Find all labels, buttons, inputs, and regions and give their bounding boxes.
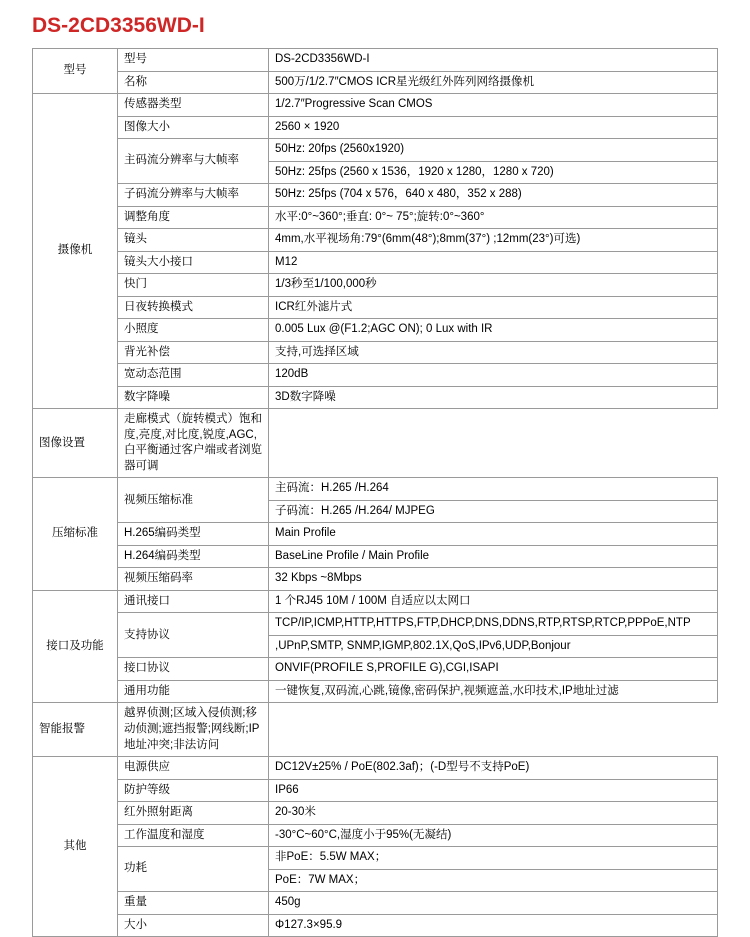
table-row — [33, 892, 718, 915]
row-value: TCP/IP,ICMP,HTTP,HTTPS,FTP,DHCP,DNS,DDNS,RTP,RTSP,RTCP,PPPoE,NTP — [269, 613, 718, 636]
row-key-label: 通讯接口 — [118, 590, 269, 613]
row-key-label: 视频压缩标准 — [118, 478, 269, 523]
table-row — [33, 94, 718, 117]
table-row — [33, 779, 718, 802]
row-key-label: 主码流分辨率与大帧率 — [118, 139, 269, 184]
row-value: 1/2.7″Progressive Scan CMOS — [269, 94, 718, 117]
row-value: 1/3秒至1/100,000秒 — [269, 274, 718, 297]
page-title: DS-2CD3356WD-I — [32, 14, 205, 37]
table-row — [33, 206, 718, 229]
row-key-label: 支持协议 — [118, 613, 269, 658]
row-value: M12 — [269, 251, 718, 274]
row-key-label: 防护等级 — [118, 779, 269, 802]
row-key-label: 红外照射距离 — [118, 802, 269, 825]
row-key-label: H.264编码类型 — [118, 545, 269, 568]
row-value: 4mm,水平视场角:79°(6mm(48°);8mm(37°) ;12mm(23°)可选) — [269, 229, 718, 252]
row-value: 越界侦测;区域入侵侦测;移动侦测;遮挡报警;网线断;IP地址冲突;非法访问 — [118, 703, 269, 757]
row-value: 支持,可选择区域 — [269, 341, 718, 364]
row-key-label: 电源供应 — [118, 757, 269, 780]
row-value: ICR红外滤片式 — [269, 296, 718, 319]
row-key-label: 背光补偿 — [118, 341, 269, 364]
row-key-label: 名称 — [118, 71, 269, 94]
table-row — [33, 914, 718, 937]
row-value: IP66 — [269, 779, 718, 802]
row-value: BaseLine Profile / Main Profile — [269, 545, 718, 568]
row-value: 3D数字降噪 — [269, 386, 718, 409]
row-value: 1 个RJ45 10M / 100M 自适应以太网口 — [269, 590, 718, 613]
table-row — [33, 251, 718, 274]
table-row — [33, 658, 718, 681]
table-row — [33, 824, 718, 847]
row-group-label: 摄像机 — [33, 94, 118, 409]
row-key-label: 数字降噪 — [118, 386, 269, 409]
table-row — [33, 568, 718, 591]
row-value: 500万/1/2.7″CMOS ICR星光级红外阵列网络摄像机 — [269, 71, 718, 94]
row-key-label: 重量 — [118, 892, 269, 915]
table-row — [33, 802, 718, 825]
row-key-label: 调整角度 — [118, 206, 269, 229]
specification-table-body — [33, 49, 718, 937]
row-value: 一键恢复,双码流,心跳,镜像,密码保护,视频遮盖,水印技术,IP地址过滤 — [269, 680, 718, 703]
row-key-label: 功耗 — [118, 847, 269, 892]
table-row — [33, 364, 718, 387]
table-row — [33, 184, 718, 207]
table-row — [33, 49, 718, 72]
row-value: DS-2CD3356WD-I — [269, 49, 718, 72]
row-key-label: H.265编码类型 — [118, 523, 269, 546]
row-value: 主码流：H.265 /H.264 — [269, 478, 718, 501]
table-row — [33, 229, 718, 252]
row-key-label: 接口协议 — [118, 658, 269, 681]
row-key-label: 传感器类型 — [118, 94, 269, 117]
table-row — [33, 523, 718, 546]
row-key-label: 视频压缩码率 — [118, 568, 269, 591]
row-key-label: 子码流分辨率与大帧率 — [118, 184, 269, 207]
row-key-label: 小照度 — [118, 319, 269, 342]
table-row — [33, 847, 718, 870]
row-group-label: 接口及功能 — [33, 590, 118, 703]
table-row — [33, 341, 718, 364]
row-value: Φ127.3×95.9 — [269, 914, 718, 937]
table-row — [33, 116, 718, 139]
row-value: 水平:0°~360°;垂直: 0°~ 75°;旋转:0°~360° — [269, 206, 718, 229]
table-row — [33, 478, 718, 501]
row-key-label: 型号 — [118, 49, 269, 72]
row-value: 50Hz: 25fps (2560 x 1536，1920 x 1280，1280 x 720) — [269, 161, 718, 184]
row-key-label: 大小 — [118, 914, 269, 937]
row-key-label: 镜头大小接口 — [118, 251, 269, 274]
row-value: 走廊模式（旋转模式）饱和度,亮度,对比度,锐度,AGC,白平衡通过客户端或者浏览器可调 — [118, 409, 269, 478]
row-key-label: 镜头 — [118, 229, 269, 252]
row-value: 32 Kbps ~8Mbps — [269, 568, 718, 591]
table-row — [33, 409, 718, 478]
row-value: 非PoE：5.5W MAX； — [269, 847, 718, 870]
table-row — [33, 319, 718, 342]
row-value: ,UPnP,SMTP, SNMP,IGMP,802.1X,QoS,IPv6,UDP,Bonjour — [269, 635, 718, 658]
row-key-label: 快门 — [118, 274, 269, 297]
row-value: ONVIF(PROFILE S,PROFILE G),CGI,ISAPI — [269, 658, 718, 681]
table-row — [33, 613, 718, 636]
row-value: DC12V±25% / PoE(802.3af)；(-D型号不支持PoE) — [269, 757, 718, 780]
table-row — [33, 757, 718, 780]
table-row — [33, 703, 718, 757]
row-value: 2560 × 1920 — [269, 116, 718, 139]
row-value: 120dB — [269, 364, 718, 387]
table-row — [33, 386, 718, 409]
row-key-label: 图像设置 — [33, 409, 118, 478]
table-row — [33, 296, 718, 319]
table-row — [33, 71, 718, 94]
row-key-label: 宽动态范围 — [118, 364, 269, 387]
row-value: 50Hz: 20fps (2560x1920) — [269, 139, 718, 162]
table-row — [33, 680, 718, 703]
table-row — [33, 590, 718, 613]
specification-table — [32, 48, 718, 937]
row-group-label: 型号 — [33, 49, 118, 94]
row-value: 20-30米 — [269, 802, 718, 825]
row-key-label: 智能报警 — [33, 703, 118, 757]
row-value: 子码流：H.265 /H.264/ MJPEG — [269, 500, 718, 523]
row-value: Main Profile — [269, 523, 718, 546]
row-value: -30°C~60°C,湿度小于95%(无凝结) — [269, 824, 718, 847]
row-key-label: 通用功能 — [118, 680, 269, 703]
row-group-label: 压缩标准 — [33, 478, 118, 591]
row-value: 450g — [269, 892, 718, 915]
row-key-label: 图像大小 — [118, 116, 269, 139]
row-value: PoE：7W MAX； — [269, 869, 718, 892]
row-group-label: 其他 — [33, 757, 118, 937]
row-value: 0.005 Lux @(F1.2;AGC ON); 0 Lux with IR — [269, 319, 718, 342]
table-row — [33, 139, 718, 162]
table-row — [33, 545, 718, 568]
row-value: 50Hz: 25fps (704 x 576，640 x 480，352 x 288) — [269, 184, 718, 207]
row-key-label: 工作温度和湿度 — [118, 824, 269, 847]
table-row — [33, 274, 718, 297]
row-key-label: 日夜转换模式 — [118, 296, 269, 319]
